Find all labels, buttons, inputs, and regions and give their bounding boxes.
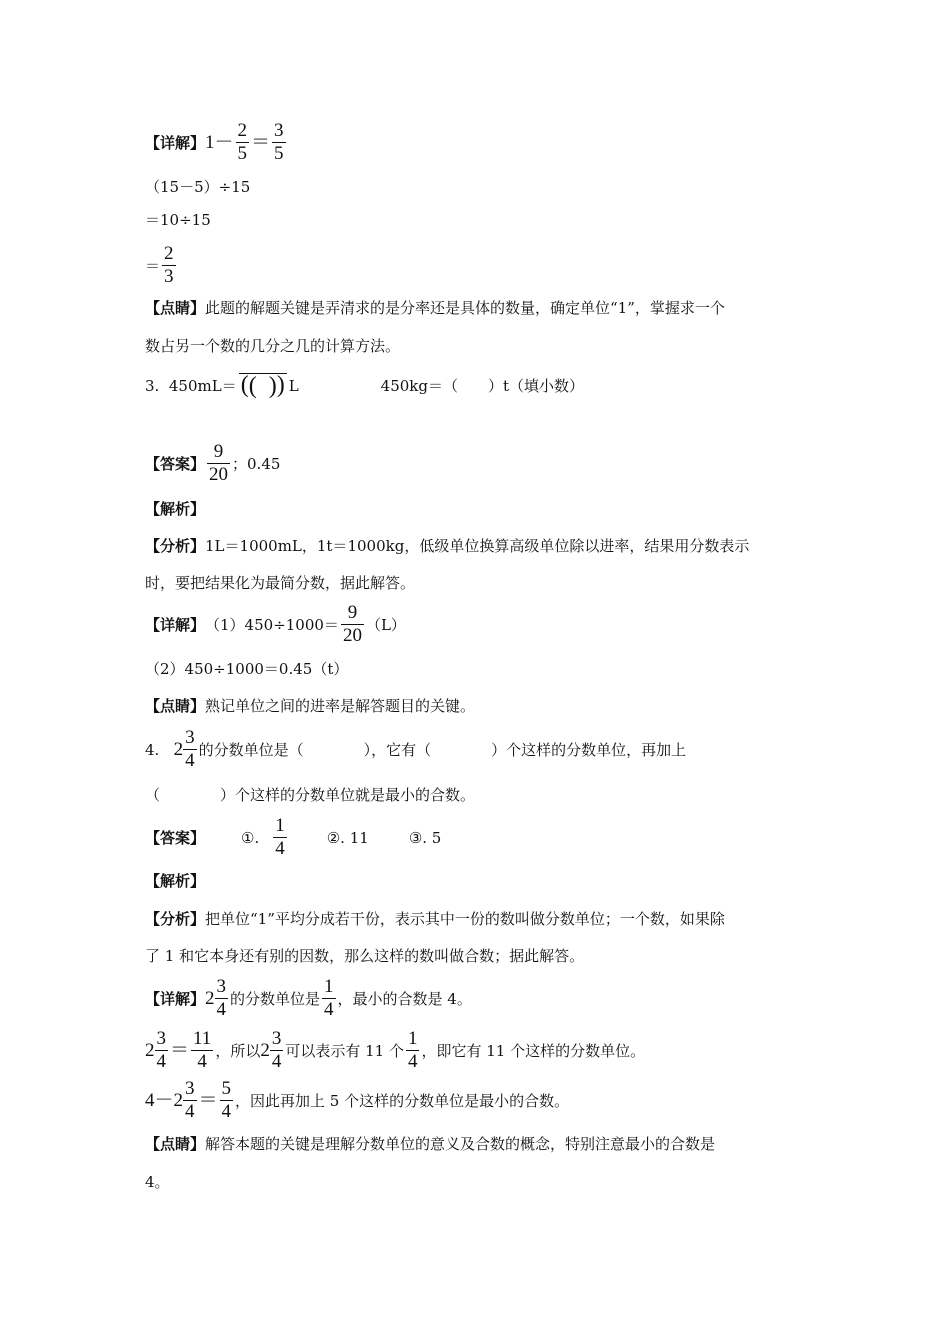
- detail-line-1: [145, 120, 288, 165]
- denominator: 3: [164, 266, 174, 287]
- question-text: 450mL＝: [168, 376, 237, 395]
- left-paren: (: [240, 372, 249, 398]
- denominator: 4: [185, 1101, 195, 1122]
- detail-line-3: ＝10÷15: [145, 211, 211, 229]
- answer-tag: 【答案】: [145, 828, 206, 847]
- dianjing-tag: 【点睛】: [145, 299, 206, 317]
- question-4-line-2: （ ）个这样的分数单位就是最小的合数。: [145, 786, 476, 804]
- detail-text: ，最小的合数是 4。: [337, 989, 472, 1008]
- denominator: 5: [237, 143, 248, 164]
- fraction: [220, 1078, 234, 1123]
- denominator: 4: [191, 1050, 213, 1073]
- dianjing-1-line-1: [145, 298, 725, 318]
- numerator: 1: [407, 1028, 418, 1049]
- denominator: 20: [342, 625, 362, 646]
- denominator: 4: [275, 838, 285, 859]
- detail-3-line-1: [145, 602, 406, 647]
- fraction: [270, 1028, 284, 1073]
- denominator: 4: [221, 1101, 232, 1122]
- denominator: 5: [274, 143, 284, 164]
- unit: L: [288, 376, 299, 395]
- fraction: [215, 976, 229, 1021]
- answer-tag: 【答案】: [145, 454, 206, 473]
- right-paren: ): [276, 372, 285, 398]
- fenxi-3-line-1: [145, 536, 749, 556]
- fraction: [155, 1028, 169, 1073]
- detail-text: （1）450÷1000＝: [205, 615, 339, 634]
- denominator: 4: [216, 999, 227, 1020]
- numerator: 3: [156, 1028, 166, 1049]
- detail-line-4: [145, 243, 178, 288]
- fraction: [406, 1028, 420, 1073]
- equals-sign: ＝: [170, 1039, 190, 1061]
- numerator: 9: [347, 602, 358, 623]
- dianjing-text: 解答本题的关键是理解分数单位的意义及合数的概念，特别注意最小的合数是: [205, 1135, 716, 1153]
- left-paren: (: [248, 373, 257, 399]
- detail-text: ，所以: [215, 1041, 261, 1060]
- answer-text: ；0.45: [232, 454, 281, 473]
- question-3: [145, 373, 584, 398]
- numerator: 2: [164, 243, 174, 264]
- equals-sign: ＝: [145, 256, 161, 275]
- dianjing-tag: 【点睛】: [145, 1135, 206, 1153]
- fraction: [273, 815, 287, 860]
- detail-line-2: （15－5）÷15: [145, 178, 251, 196]
- denominator: 4: [271, 1051, 282, 1072]
- mixed-whole: 2: [205, 987, 215, 1009]
- fenxi-tag: 【分析】: [145, 910, 206, 928]
- answer-item-3: ③. 5: [408, 828, 442, 847]
- detail-text: ，即它有 11 个这样的分数单位。: [421, 1041, 646, 1060]
- numerator: 3: [271, 1028, 282, 1049]
- denominator: 20: [209, 464, 229, 485]
- fraction: [322, 976, 336, 1021]
- dianjing-text: 此题的解题关键是弄清求的是分率还是具体的数量，确定单位“1”，掌握求一个: [205, 299, 725, 317]
- detail-3-line-2: （2）450÷1000＝0.45（t）: [145, 660, 349, 678]
- numerator: 3: [274, 120, 284, 141]
- fenxi-tag: 【分析】: [145, 537, 206, 555]
- blank-fraction: [239, 373, 287, 398]
- detail-text: 4－: [145, 1089, 174, 1111]
- question-text: 的分数单位是（ ），它有（ ）个这样的分数单位，再加上: [198, 740, 687, 759]
- equals-sign: ＝: [251, 131, 271, 153]
- question-number: 3.: [145, 376, 160, 395]
- detail-text: （L）: [365, 615, 406, 634]
- fenxi-4-line-2: 了 1 和它本身还有别的因数，那么这样的数叫做合数；据此解答。: [145, 947, 585, 965]
- fraction: [207, 441, 230, 486]
- fenxi-text: 把单位“1”平均分成若干份，表示其中一份的数叫做分数单位；一个数，如果除: [205, 910, 725, 928]
- denominator: 4: [324, 999, 334, 1020]
- jiexi-tag: 【解析】: [145, 500, 206, 518]
- detail-tag: 【详解】: [145, 615, 206, 634]
- numerator: 3: [185, 727, 195, 748]
- mixed-whole: 2: [145, 1039, 155, 1061]
- numerator: 5: [221, 1078, 232, 1099]
- denominator: 4: [185, 750, 195, 771]
- denominator: 4: [407, 1051, 418, 1072]
- dianjing-text: 熟记单位之间的进率是解答题目的关键。: [205, 697, 476, 715]
- answer-item-2: ②. 11: [326, 828, 369, 847]
- detail-text: 可以表示有 11 个: [285, 1041, 404, 1060]
- numerator: 3: [185, 1078, 195, 1099]
- numerator: 9: [213, 441, 224, 462]
- equals-sign: ＝: [198, 1089, 218, 1111]
- numerator: 3: [216, 976, 227, 997]
- answer-item-1: ①.: [241, 828, 260, 847]
- fraction: [183, 1078, 197, 1123]
- dianjing-1-line-2: 数占另一个数的几分之几的计算方法。: [145, 337, 401, 355]
- mixed-whole: 2: [260, 1039, 270, 1061]
- detail-4-line-3: [145, 1078, 569, 1123]
- dianjing-4-line-1: [145, 1134, 715, 1154]
- question-text: 450kg＝（ ）t（填小数）: [380, 376, 585, 395]
- numerator: 1: [324, 976, 334, 997]
- detail-text: ，因此再加上 5 个这样的分数单位是最小的合数。: [235, 1091, 570, 1110]
- fraction: [183, 727, 197, 772]
- denominator: 4: [156, 1051, 166, 1072]
- question-number: 4.: [145, 740, 160, 759]
- dianjing-tag: 【点睛】: [145, 697, 206, 715]
- answer-3: [145, 441, 280, 486]
- detail-tag: 【详解】: [145, 133, 206, 152]
- fraction: [341, 602, 364, 647]
- numerator: 2: [237, 120, 248, 141]
- dianjing-4-line-2: 4。: [145, 1173, 170, 1191]
- fenxi-text: 1L＝1000mL，1t＝1000kg，低级单位换算高级单位除以进率，结果用分数表示: [205, 537, 750, 555]
- fenxi-4-line-1: [145, 909, 725, 929]
- numerator: 11: [193, 1028, 212, 1049]
- dianjing-3: [145, 696, 475, 716]
- fraction: [191, 1028, 213, 1073]
- mixed-whole: 2: [173, 738, 184, 760]
- detail-4-line-2: [145, 1028, 645, 1073]
- question-4: [145, 727, 686, 772]
- detail-tag: 【详解】: [145, 989, 206, 1008]
- jiexi-tag: 【解析】: [145, 872, 206, 890]
- numerator: 1: [275, 815, 285, 836]
- fenxi-3-line-2: 时，要把结果化为最简分数，据此解答。: [145, 574, 416, 592]
- mixed-whole: 2: [173, 1089, 184, 1111]
- expr-part: 1－: [205, 131, 234, 153]
- detail-text: 的分数单位是: [230, 989, 321, 1008]
- fraction: [162, 243, 176, 288]
- right-paren: ): [268, 373, 277, 399]
- fraction: [272, 120, 286, 165]
- answer-4: [145, 815, 441, 860]
- fraction: [236, 120, 250, 165]
- detail-4-line-1: [145, 976, 472, 1021]
